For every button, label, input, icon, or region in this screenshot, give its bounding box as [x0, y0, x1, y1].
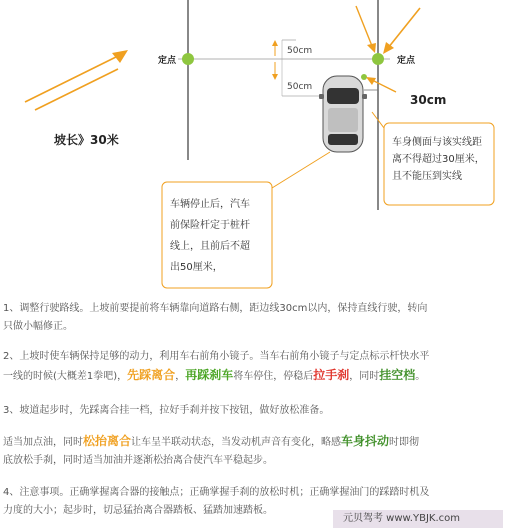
side-distance-label: 30cm [410, 93, 447, 107]
highlight-neutral: 挂空档 [379, 368, 416, 382]
instruction-1-line-2: 只做小幅修正。 [3, 321, 73, 332]
mirror-dot [361, 74, 367, 80]
instruction-1 [3, 300, 501, 336]
callout-bumper-line-3: 线上，且前后不超 [170, 241, 250, 252]
instruction-3: 3、坡道起步时，先踩离合挂一档，拉好手刹并按下按钮，做好放松准备。 [3, 405, 330, 416]
callout-side-text [392, 134, 492, 185]
highlight-handbrake: 拉手刹 [313, 368, 350, 382]
callout-side-line-1: 车身侧面与该实线距 [392, 137, 482, 148]
highlight-body-shake: 车身抖动 [341, 434, 390, 448]
instruction-2 [3, 348, 501, 386]
slope-arrow [25, 50, 128, 110]
instruction-2-line-2: 一线的时候(大概差1拳吧)，先踩离合，再踩刹车将车停住，停稳后拉手刹，同时挂空档。 [3, 368, 426, 382]
callout-bumper-line-1: 车辆停止后，汽车 [170, 199, 250, 210]
car-icon [319, 76, 367, 152]
callout-side-line-2: 离不得超过30厘米， [392, 154, 485, 165]
watermark: 元贝驾考 www.YBJK.com [333, 510, 503, 528]
highlight-press-brake: 再踩刹车 [185, 368, 234, 382]
instruction-4-line-1: 4、注意事项。正确掌握离合器的接触点；正确掌握手刹的放松时机；正确掌握油门的踩踏时机及 [3, 487, 430, 498]
callout-side-line-3: 且不能压到实线 [392, 171, 462, 182]
highlight-press-clutch: 先踩离合 [127, 368, 176, 382]
callout-bumper-text [170, 194, 270, 278]
stop-point-left-label: 定点 [158, 56, 177, 66]
callout-bumper-line-2: 前保险杆定于桩杆 [170, 220, 250, 231]
callout-bumper-line-4: 出50厘米， [170, 262, 223, 273]
stop-point-right-marker [372, 53, 384, 65]
highlight-lift-clutch: 松抬离合 [83, 434, 132, 448]
stop-point-left-marker [182, 53, 194, 65]
instruction-1-line-1: 1、调整行驶路线。上坡前要提前将车辆靠向道路右侧，距边线30cm以内，保持直线行驶，转向 [3, 303, 428, 314]
instruction-2-line-1: 2、上坡时使车辆保持足够的动力，利用车右前角小镜子。当车右前角小镜子与定点标示杆快水平 [3, 351, 430, 362]
slope-length-label: 坡长》30米 [54, 133, 119, 147]
dim-top-label: 50cm [287, 46, 313, 56]
stop-point-right-label: 定点 [397, 56, 416, 66]
dim-bottom-label: 50cm [287, 82, 313, 92]
instruction-3-continued: 适当加点油，同时松抬离合让车呈半联动状态，当发动机声音有变化，略感车身抖动时即彻 底放松手刹，同时适当加油并逐渐松抬离合使汽车平稳起步。 [3, 434, 420, 466]
instruction-4-line-2: 力度的大小；起步时，切忌猛抬离合器踏板、猛踏加速踏板。 [3, 505, 273, 516]
